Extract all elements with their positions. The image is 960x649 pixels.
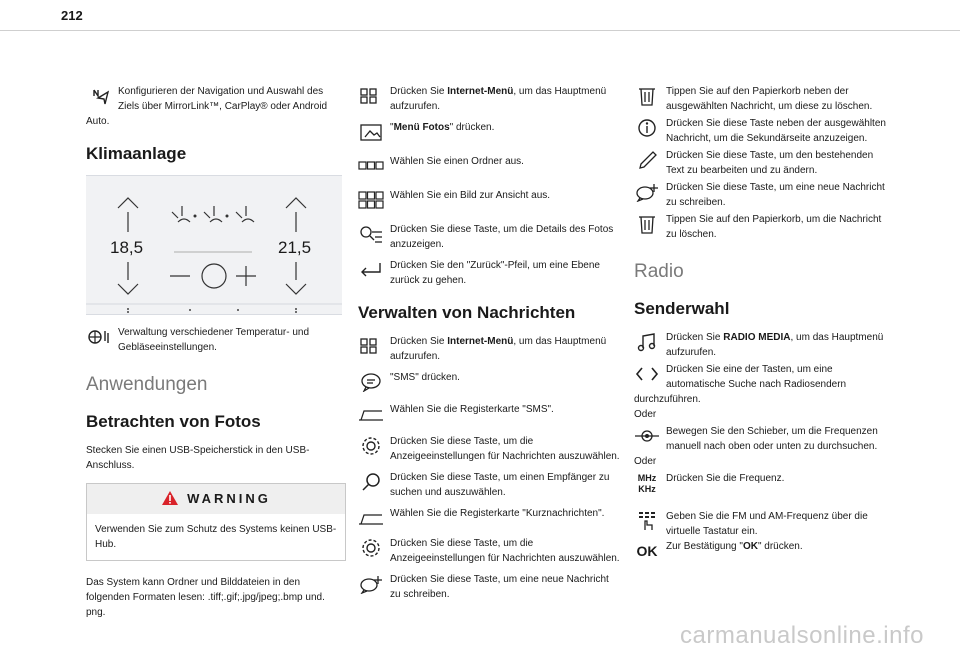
keyboard-text: Geben Sie die FM und AM-Frequenz über die virtuelle Tastatur ein.	[666, 511, 868, 537]
ok-label-icon: OK	[636, 543, 658, 559]
grid-menu-icon	[358, 336, 384, 356]
edit-entry	[634, 148, 894, 178]
sms-tab-text: Wählen Sie die Registerkarte "SMS".	[390, 404, 554, 415]
menu-fotos-label: Menü Fotos	[393, 122, 450, 133]
new-message-entry-2	[634, 180, 894, 210]
nachrichten-heading: Verwalten von Nachrichten	[358, 303, 576, 322]
slider-text: Bewegen Sie den Schieber, um die Frequenzen manuell nach oben oder unten zu durchsuchen.	[666, 426, 878, 452]
trash-entry-1	[634, 84, 894, 114]
trash-entry-2	[634, 212, 894, 242]
text: " drücken.	[757, 541, 803, 552]
climate-fan-icon	[86, 327, 112, 347]
tab-icon	[358, 508, 384, 528]
internet-menu-label: Internet-Menü	[447, 336, 514, 347]
chevrons-left-right-icon	[634, 364, 660, 384]
radio-media-label: RADIO MEDIA	[723, 332, 791, 343]
column-right	[634, 84, 894, 569]
warning-box	[86, 483, 346, 561]
warning-triangle-icon	[161, 487, 179, 503]
info-entry	[634, 116, 894, 146]
settings-text-1: Drücken Sie diese Taste, um die Anzeigeeinstellungen für Nachrichten auszuwählen.	[390, 436, 620, 462]
picture-grid-icon	[358, 190, 384, 210]
text: , um das Hauptmenü aufzurufen.	[666, 332, 884, 358]
settings-text-2: Drücken Sie diese Taste, um die Anzeigeeinstellungen für Nachrichten auszuwählen.	[390, 538, 620, 564]
header-divider	[0, 30, 960, 31]
column-left	[86, 84, 346, 630]
sms-entry	[358, 370, 620, 394]
details-entry	[358, 222, 620, 252]
msg-internet-entry	[358, 334, 620, 364]
text: " drücken.	[449, 122, 495, 133]
trash-icon	[634, 86, 660, 106]
oder-2: Oder	[634, 456, 657, 467]
search-text: Drücken Sie diese Taste, um einen Empfänger zu suchen und auszuwählen.	[390, 472, 610, 498]
mhz-khz-icon	[634, 473, 660, 501]
nav-text: Konfigurieren der Navigation und Auswahl des Ziels über MirrorLink™, CarPlay® oder Android Auto.	[86, 86, 328, 127]
oder-1: Oder	[634, 409, 657, 420]
formats-text: Das System kann Ordner und Bilddateien in den folgenden Formaten lesen: .tiff;.gif;.jpg/jpeg;.bmp und. png.	[86, 577, 325, 618]
settings-entry-1	[358, 434, 620, 464]
picture-entry	[358, 188, 620, 212]
warning-text: Verwenden Sie zum Schutz des Systems keinen USB-Hub.	[95, 524, 337, 550]
sms-bubble-icon	[358, 372, 384, 392]
new-message-text-2: Drücken Sie diese Taste, um eine neue Nachricht zu schreiben.	[666, 182, 885, 208]
pencil-icon	[634, 150, 660, 170]
new-message-text: Drücken Sie diese Taste, um eine neue Nachricht zu schreiben.	[390, 574, 609, 600]
info-icon	[634, 118, 660, 138]
radio-media-entry	[634, 330, 894, 360]
temp-right: 21,5	[278, 238, 312, 257]
tab-icon	[358, 404, 384, 424]
warning-title: WARNING	[187, 491, 271, 506]
column-middle	[358, 84, 620, 608]
frequency-text: Drücken Sie die Frequenz.	[666, 473, 785, 484]
photo-gallery-icon	[358, 122, 384, 142]
internet-menu-entry	[358, 84, 620, 114]
text: , um das Hauptmenü aufzurufen.	[390, 336, 607, 362]
text: , um das Hauptmenü aufzurufen.	[390, 86, 607, 112]
frequency-entry	[634, 471, 894, 503]
sms-text: "SMS" drücken.	[390, 372, 460, 383]
internet-menu-label: Internet-Menü	[447, 86, 514, 97]
klima-heading: Klimaanlage	[86, 144, 187, 163]
search-entry	[358, 470, 620, 500]
warning-header	[87, 484, 345, 514]
klima-caption: Verwaltung verschiedener Temperatur- und Gebläseeinstellungen.	[118, 327, 310, 353]
kurz-tab-text: Wählen Sie die Registerkarte "Kurznachrichten".	[390, 508, 605, 519]
details-list-icon	[358, 224, 384, 244]
trash-text-2: Tippen Sie auf den Papierkorb, um die Nachricht zu löschen.	[666, 214, 882, 240]
auto-search-entry	[634, 362, 894, 407]
new-message-icon	[634, 182, 660, 202]
keypad-hand-icon	[634, 511, 660, 531]
keyboard-entry	[634, 509, 894, 539]
search-icon	[358, 472, 384, 492]
fotos-heading: Betrachten von Fotos	[86, 412, 261, 431]
grid-menu-icon	[358, 86, 384, 106]
folder-entry	[358, 154, 620, 178]
mhz-label: MHz	[637, 473, 657, 483]
watermark: carmanualsonline.info	[680, 622, 924, 649]
klima-entry	[86, 325, 346, 355]
trash-icon	[634, 214, 660, 234]
sms-tab-entry	[358, 402, 620, 426]
info-text: Drücken Sie diese Taste neben der ausgewählten Nachricht, um die Sekundärseite anzuzeigen.	[666, 118, 886, 144]
nav-entry	[86, 84, 346, 129]
settings-entry-2	[358, 536, 620, 566]
picture-text: Wählen Sie ein Bild zur Ansicht aus.	[390, 190, 551, 201]
new-message-icon	[358, 574, 384, 594]
menu-fotos-entry	[358, 120, 620, 144]
anwendungen-heading: Anwendungen	[86, 374, 208, 395]
new-message-entry	[358, 572, 620, 602]
slider-icon	[634, 426, 660, 446]
temp-left: 18,5	[110, 238, 144, 257]
navigation-arrow-icon	[86, 86, 112, 106]
settings-gear-icon	[358, 538, 384, 558]
ok-bold: OK	[742, 541, 758, 552]
back-entry	[358, 258, 620, 288]
edit-text: Drücken Sie diese Taste, um den bestehenden Text zu bearbeiten und zu ändern.	[666, 150, 874, 176]
text: Drücken Sie	[666, 332, 724, 343]
back-arrow-icon	[358, 260, 384, 280]
music-note-icon	[634, 332, 660, 352]
text: Drücken Sie	[390, 86, 448, 97]
climate-panel	[86, 175, 342, 315]
details-text: Drücken Sie diese Taste, um die Details des Fotos anzuzeigen.	[390, 224, 614, 250]
auto-search-text: Drücken Sie eine der Tasten, um eine automatische Suche nach Radiosendern durchzuführen.	[634, 364, 847, 405]
senderwahl-heading: Senderwahl	[634, 299, 730, 318]
radio-heading: Radio	[634, 261, 684, 282]
ok-entry	[634, 539, 894, 563]
kurz-tab-entry	[358, 506, 620, 530]
back-text: Drücken Sie den "Zurück"-Pfeil, um eine Ebene zurück zu gehen.	[390, 260, 600, 286]
text: "	[390, 122, 394, 133]
settings-gear-icon	[358, 436, 384, 456]
folder-text: Wählen Sie einen Ordner aus.	[390, 156, 524, 167]
slider-entry	[634, 424, 894, 454]
page-number: 212	[61, 8, 83, 23]
khz-label: KHz	[638, 484, 656, 494]
folder-row-icon	[358, 156, 384, 176]
text: Zur Bestätigung "	[666, 541, 743, 552]
trash-text-1: Tippen Sie auf den Papierkorb neben der ausgewählten Nachricht, um diese zu löschen.	[666, 86, 873, 112]
text: Drücken Sie	[390, 336, 448, 347]
usb-text: Stecken Sie einen USB-Speicherstick in den USB-Anschluss.	[86, 445, 310, 471]
